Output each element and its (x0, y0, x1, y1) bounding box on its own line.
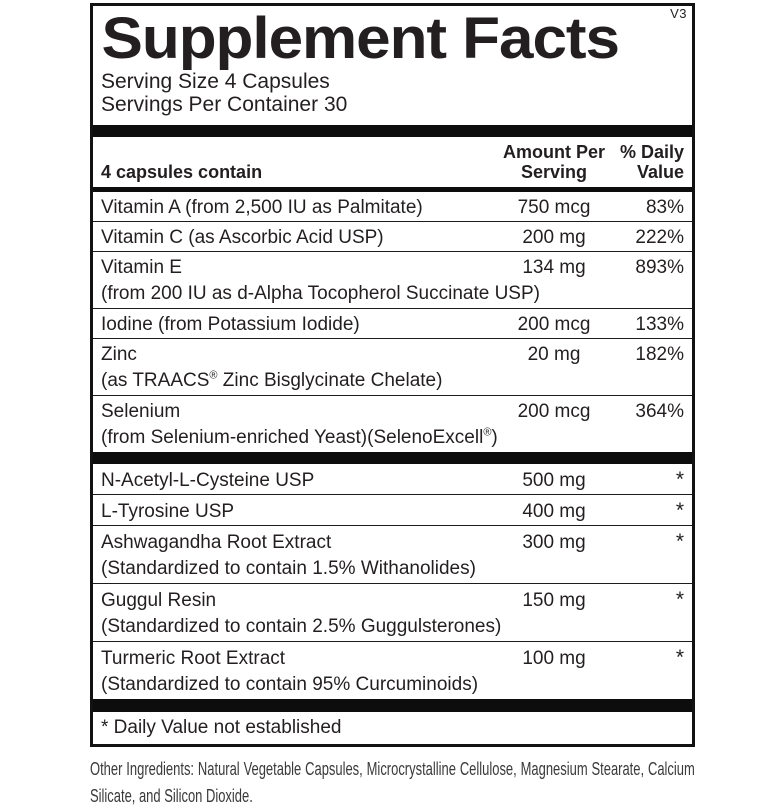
ingredient-detail: (from 200 IU as d-Alpha Tocopherol Succinate USP) (101, 283, 540, 304)
ingredient-daily-value: 83% (645, 197, 684, 218)
label-title: Supplement Facts (101, 6, 619, 71)
servings-per-container-text: Servings Per Container 30 (101, 93, 348, 116)
version-tag: V3 (670, 6, 687, 21)
ingredient-amount: 150 mg (522, 590, 586, 611)
daily-value-footnote: * Daily Value not established (101, 717, 342, 738)
ingredient-amount: 300 mg (522, 532, 586, 553)
ingredient-name: Ashwagandha Root Extract (101, 532, 332, 553)
bottom-divider-bar (93, 699, 692, 712)
ingredient-daily-value: 133% (635, 314, 684, 335)
ingredient-name: Selenium (101, 401, 181, 422)
ingredient-name: Iodine (from Potassium Iodide) (101, 314, 360, 335)
ingredient-amount: 200 mcg (517, 314, 591, 335)
ingredient-row (93, 495, 692, 526)
ingredient-row (93, 309, 692, 339)
ingredient-row-main (93, 642, 692, 672)
other-ingredients-text: Other Ingredients: Natural Vegetable Capsules, Microcrystalline Cellulose, Magnesium Stearate, Calcium Silicate, and Silicon Dioxide. (90, 759, 695, 806)
section-vitamins-minerals (93, 192, 692, 452)
table-body (93, 192, 692, 699)
ingredient-row (93, 339, 692, 396)
ingredient-detail: (from Selenium-enriched Yeast)(SelenoExcell®) (101, 426, 498, 448)
ingredient-row-main (93, 584, 692, 614)
registered-mark: ® (209, 369, 218, 382)
serving-size-text: Serving Size 4 Capsules (101, 70, 330, 93)
ingredient-daily-value: 222% (635, 227, 684, 248)
facts-panel (90, 3, 695, 747)
ingredient-daily-value: 893% (635, 257, 684, 278)
ingredient-daily-value: * (675, 499, 684, 522)
ingredient-daily-value: * (675, 468, 684, 491)
ingredient-daily-value: * (675, 588, 684, 611)
ingredient-amount: 200 mg (522, 227, 586, 248)
ingredient-row-main (93, 526, 692, 556)
ingredient-row (93, 584, 692, 642)
ingredient-name: Guggul Resin (101, 590, 217, 611)
ingredient-row (93, 222, 692, 252)
top-divider-bar (93, 125, 692, 137)
ingredient-daily-value: * (675, 646, 684, 669)
ingredient-row (93, 192, 692, 222)
ingredient-row-main (93, 396, 692, 425)
ingredient-row (93, 396, 692, 452)
ingredient-name: N-Acetyl-L-Cysteine USP (101, 470, 315, 491)
ingredient-amount: 200 mcg (517, 401, 591, 422)
registered-mark: ® (483, 426, 492, 439)
ingredient-row (93, 526, 692, 584)
ingredient-detail: (as TRAACS® Zinc Bisglycinate Chelate) (101, 369, 443, 391)
ingredient-detail: (Standardized to contain 95% Curcuminoids) (101, 674, 479, 695)
ingredient-row-main (93, 222, 692, 251)
ingredient-row (93, 252, 692, 309)
section-other-actives (93, 464, 692, 699)
ingredient-row (93, 464, 692, 495)
ingredient-daily-value: 182% (635, 344, 684, 365)
ingredient-daily-value: 364% (635, 401, 684, 422)
ingredient-row-main (93, 339, 692, 368)
ingredient-row (93, 642, 692, 699)
ingredient-name: Vitamin C (as Ascorbic Acid USP) (101, 227, 384, 248)
ingredient-amount: 400 mg (522, 501, 586, 522)
ingredient-amount: 20 mg (527, 344, 581, 365)
column-header-daily-value: % Daily Value (619, 142, 684, 182)
column-header-amount-per-serving: Amount Per Serving (502, 142, 605, 182)
ingredient-row-main (93, 495, 692, 525)
ingredient-amount: 100 mg (522, 648, 586, 669)
ingredient-name: Vitamin A (from 2,500 IU as Palmitate) (101, 197, 423, 218)
ingredient-daily-value: * (675, 530, 684, 553)
ingredient-row-main (93, 252, 692, 281)
ingredient-amount: 750 mcg (517, 197, 591, 218)
ingredient-detail: (Standardized to contain 1.5% Withanolides) (101, 558, 476, 579)
column-header-contain: 4 capsules contain (101, 162, 263, 182)
ingredient-name: Vitamin E (101, 257, 182, 278)
ingredient-detail: (Standardized to contain 2.5% Guggulsterones) (101, 616, 502, 637)
section-divider-bar (93, 452, 692, 464)
ingredient-row-main (93, 309, 692, 338)
ingredient-name: L-Tyrosine USP (101, 501, 235, 522)
column-header-row (93, 137, 692, 187)
ingredient-row-main (93, 192, 692, 221)
ingredient-row-main (93, 464, 692, 494)
ingredient-name: Turmeric Root Extract (101, 648, 286, 669)
ingredient-amount: 500 mg (522, 470, 586, 491)
serving-info (93, 67, 692, 125)
ingredient-amount: 134 mg (522, 257, 586, 278)
ingredient-name: Zinc (101, 344, 137, 365)
